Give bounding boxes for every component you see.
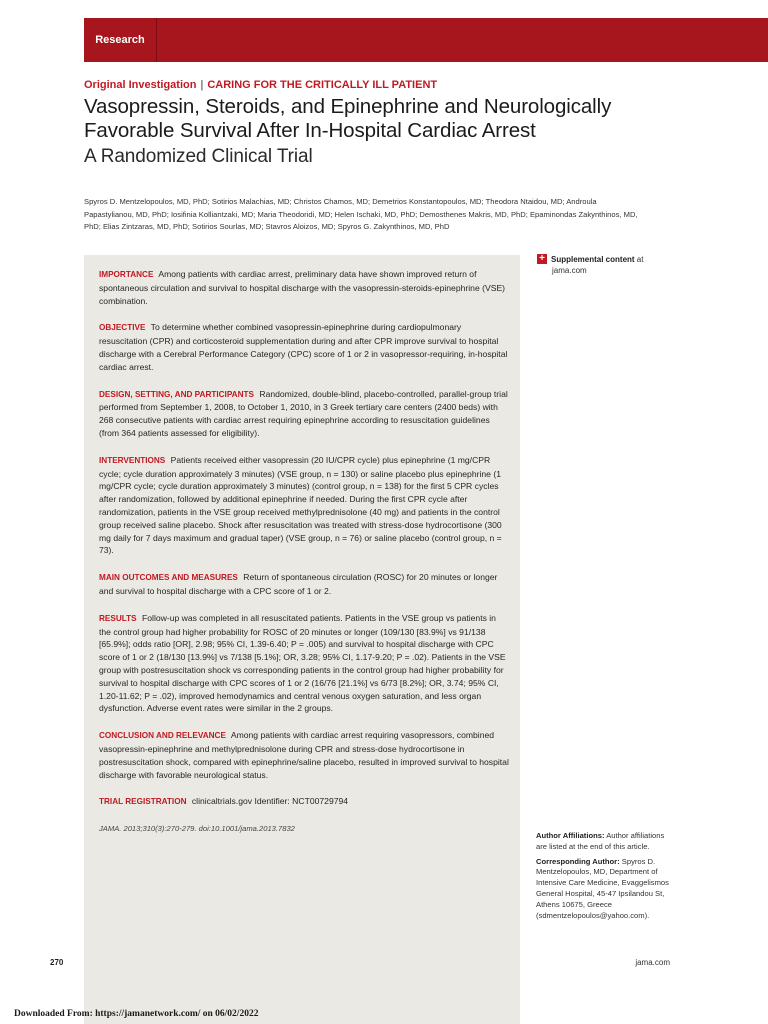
section-text: Return of spontaneous circulation (ROSC) for 20 minutes or longer and survival to hospital discharge with a CPC score of 1 or 2. [99,572,498,596]
abstract-results [99,612,509,715]
section-label: IMPORTANCE [99,270,154,279]
abstract-outcomes [99,571,509,598]
page-number: 270 [50,958,64,967]
section-tab-research[interactable]: Research [84,18,157,62]
section-label: MAIN OUTCOMES AND MEASURES [99,573,238,583]
section-text: Among patients with cardiac arrest, preliminary data have shown improved return of spontaneous circulation and survival to hospital discharge with the vasopressin-steroids-epinephrine (VSE) combination. [99,269,506,306]
article-series: CARING FOR THE CRITICALLY ILL PATIENT [207,79,438,91]
abstract-importance [99,268,509,307]
article-type: Original Investigation [84,79,197,91]
article-subtitle: A Randomized Clinical Trial [84,146,313,167]
plus-icon: + [537,254,547,264]
affiliations-label: Author Affiliations: [536,831,605,840]
section-text: Patients received either vasopressin (20 IU/CPR cycle) plus epinephrine (1 mg/CPR cycle; cycle duration approximately 3 minutes) (VSE group, n = 130) or saline placebo plus epinephrine (1 mg/CPR cycle; cycle duration approximately 3 minutes) (control group, n = 138) for the first 5 CPR cycles after randomization, followed by additional epinephrine if needed. During the first CPR cycle after randomization, patients in the VSE group received methylprednisolone (40 mg) and patients in the control group received saline placebo. Shock after resuscitation was treated with stress-dose hydrocortisone (300 mg daily for 7 days maximum and gradual taper) (VSE group, n = 76) or saline placebo (control group, n = 73). [99,454,502,556]
section-label: CONCLUSION AND RELEVANCE [99,731,226,741]
supplemental-label[interactable]: Supplemental content [551,255,635,264]
section-label: TRIAL REGISTRATION [99,797,187,807]
section-text: clinicaltrials.gov Identifier: NCT00729794 [191,796,349,807]
supplemental-at: at [636,255,644,264]
section-banner [84,18,768,62]
supplemental-site-link[interactable]: jama.com [552,266,587,275]
author-affiliations [536,831,676,925]
abstract-registration [99,795,509,809]
abstract-objective [99,321,509,373]
article-title [84,95,704,170]
abstract-design [99,388,509,440]
footer-site-link[interactable]: jama.com [635,958,670,967]
affiliations-note [536,831,676,853]
kicker-separator: | [200,79,204,91]
citation: JAMA. 2013;310(3):270-279. doi:10.1001/jama.2013.7832 [99,824,295,834]
corresponding-author [536,857,676,922]
abstract-interventions [99,454,509,557]
corresponding-text: Spyros D. Mentzelopoulos, MD, Department of Intensive Care Medicine, Evaggelismos General Hospital, 45-47 Ipsilandou St, Athens 10675, Greece (sdmentzelopoulos@yahoo.com). [536,856,669,920]
article-kicker [84,79,437,91]
author-list: Spyros D. Mentzelopoulos, MD, PhD; Sotirios Malachias, MD; Christos Chamos, MD; Demetrios Konstantopoulos, MD; Theodora Ntaidou, MD; Androula Papastylianou, MD, PhD; Iosifinia Kolliantzaki, MD; Maria Theodoridi, MD; Helen Ischaki, MD, PhD; Demosthenes Makris, MD, PhD; Epaminondas Zakynthinos, MD, PhD; Elias Zintzaras, MD, PhD; Sotirios Sourlas, MD; Stavros Aloizos, MD; Spyros G. Zakynthinos, MD, PhD [84,197,638,231]
section-text: Randomized, double-blind, placebo-controlled, parallel-group trial performed from September 1, 2008, to October 1, 2010, in 3 Greek tertiary care centers (2400 beds) with 268 consecutive patients with cardiac arrest requiring epinephrine according to resuscitation guidelines (from 364 patients assessed for eligibility). [99,388,508,438]
section-label: DESIGN, SETTING, AND PARTICIPANTS [99,389,254,399]
supplemental-content[interactable] [537,254,677,276]
section-text: Follow-up was completed in all resuscitated patients. Patients in the VSE group vs patients in the control group had higher probability for ROSC of 20 minutes or longer (109/130 [83.9%] vs 91/138 [65.9%]; odds ratio [OR], 2.98; 95% CI, 1.39-6.40; P = .005) and survival to hospital discharge with CPC score of 1 or 2 (18/130 [13.9%] vs 7/138 [5.1%]; OR, 3.28; 95% CI, 1.17-9.20; P = .02). Patients in the VSE group with postresuscitation shock vs corresponding patients in the control group had higher probability for survival to hospital discharge with CPC scores of 1 or 2 (16/76 [21.1%] vs 6/73 [8.2%]; OR, 3.74; 95% CI, 1.20-11.62; P = .02), improved hemodynamics and central venous oxygen saturation, and less organ dysfunction. Adverse event rates were similar in the 2 groups. [99,612,506,714]
section-label: OBJECTIVE [99,323,146,333]
article-title-main: Vasopressin, Steroids, and Epinephrine and Neurologically Favorable Survival After In-Hospital Cardiac Arrest [84,95,612,142]
corresponding-label: Corresponding Author: [536,856,620,866]
section-text: To determine whether combined vasopressin-epinephrine during cardiopulmonary resuscitation (CPR) and corticosteroid supplementation during and after CPR improve survival to hospital discharge with a Cerebral Performance Category (CPC) score of 1 or 2 in vasopressor-requiring, in-hospital cardiac arrest. [99,322,508,372]
section-text: Among patients with cardiac arrest requiring vasopressors, combined vasopressin-epinephrine and methylprednisolone during CPR and stress-dose hydrocortisone in postresuscitation shock, compared with epinephrine/saline placebo, resulted in improved survival to hospital discharge with favorable neurological status. [99,730,509,780]
abstract-conclusion [99,729,509,781]
abstract [99,268,509,850]
affiliations-text: Author affiliations are listed at the end of this article. [536,831,665,851]
section-label: RESULTS [99,613,137,623]
section-label: INTERVENTIONS [99,455,166,465]
download-note: Downloaded From: https://jamanetwork.com/ on 06/02/2022 [14,1009,259,1019]
